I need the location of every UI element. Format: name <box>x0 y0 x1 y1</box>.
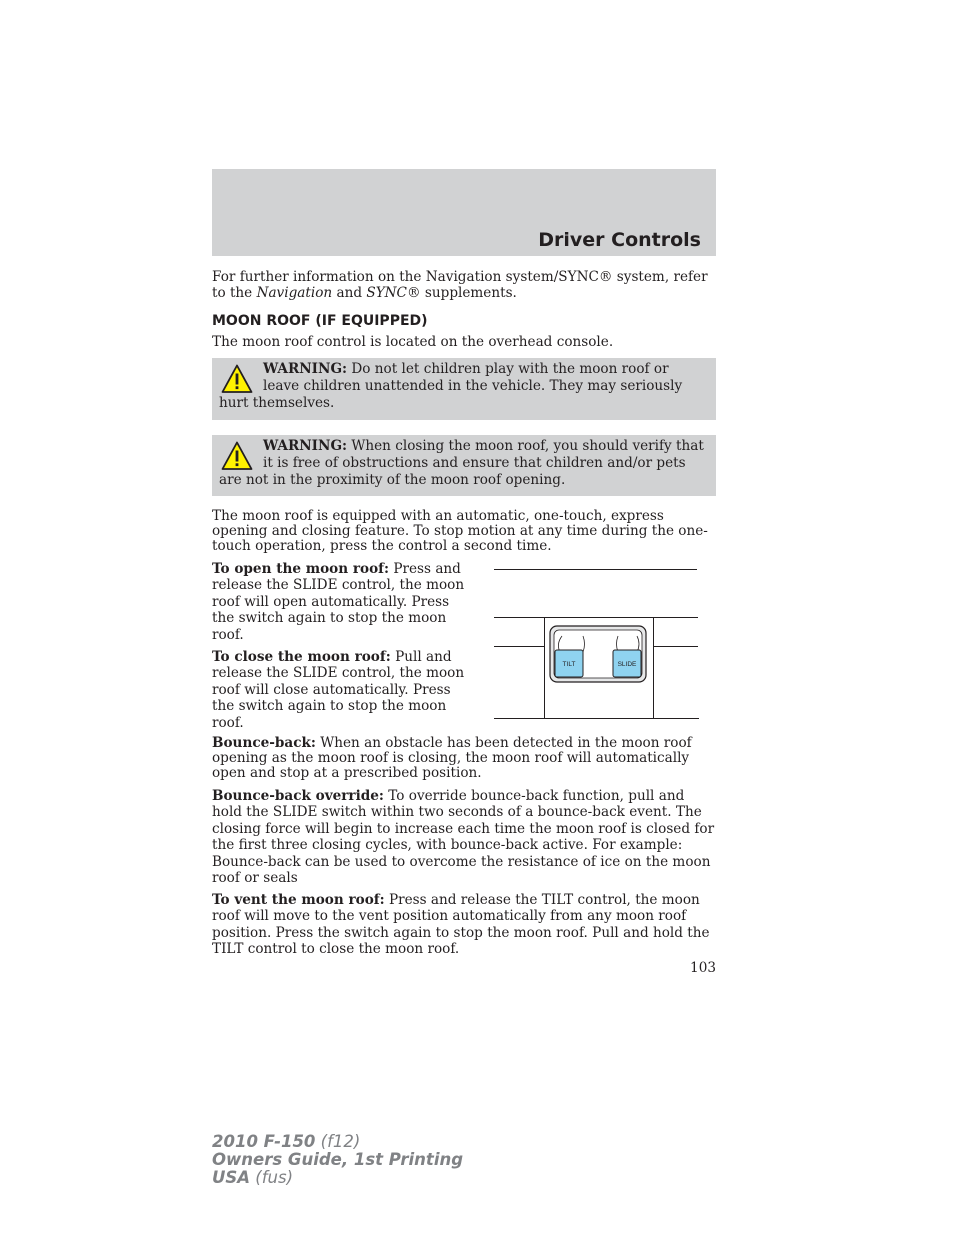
navigation-ref: Navigation <box>256 285 333 302</box>
location-paragraph: The moon roof control is located on the overhead console. <box>212 334 614 350</box>
section-header-band <box>212 169 716 256</box>
close-paragraph: To close the moon roof: Pull and release the SLIDE control, the moon roof will close automatically. Press the switch again to stop the moon roof. <box>212 649 465 731</box>
intro-paragraph: For further information on the Navigation system/SYNC® system, refer to the Navigation and SYNC® supplements. <box>212 269 708 302</box>
warning-label: WARNING: <box>263 438 348 454</box>
tilt-label: TILT <box>562 661 576 668</box>
section-title: Driver Controls <box>538 229 701 251</box>
moon-roof-switch <box>550 626 646 682</box>
bounce-back-override-paragraph: Bounce-back override: To override bounce-back function, pull and hold the SLIDE switch within two seconds of a bounce-back event. The closing force will begin to increase each time the moon roof is closed for the first three closing cycles, with bounce-back active. For example: Bounce-back can be used to overcome the resistance of ice on the moon roof or seals <box>212 788 715 887</box>
sync-ref: SYNC® <box>366 285 421 302</box>
warning-label: WARNING: <box>263 361 348 377</box>
open-paragraph: To open the moon roof: Press and release the SLIDE control, the moon roof will open automatically. Press the switch again to stop the moon roof. <box>212 561 465 643</box>
warning-triangle-icon <box>221 441 253 471</box>
overhead-console-diagram <box>494 566 700 720</box>
footer-line-3: USA (fus) <box>212 1168 294 1187</box>
warning-box-1: WARNING: Do not let children play with the moon roof or leave children unattended in the vehicle. They may seriously hurt themselves. <box>212 358 716 420</box>
warning-triangle-icon <box>221 364 253 394</box>
page-number: 103 <box>690 960 716 976</box>
footer-imprint <box>212 1133 463 1187</box>
moon-roof-heading: MOON ROOF (IF EQUIPPED) <box>212 313 428 329</box>
slide-label: SLIDE <box>617 661 637 668</box>
footer-line-2: Owners Guide, 1st Printing <box>212 1150 464 1169</box>
bounce-back-paragraph: Bounce-back: When an obstacle has been detected in the moon roof opening as the moon roof is closing, the moon roof will automatically open and stop at a prescribed position. <box>212 735 692 782</box>
feature-paragraph: The moon roof is equipped with an automatic, one-touch, express opening and closing feature. To stop motion at any time during the one-touch operation, press the control a second time. <box>212 508 708 555</box>
footer-line-1: 2010 F-150 (f12) <box>212 1132 361 1151</box>
warning-box-2: WARNING: When closing the moon roof, you should verify that it is free of obstructions and ensure that children and/or pets are not in the proximity of the moon roof opening. <box>212 435 716 496</box>
vent-paragraph: To vent the moon roof: Press and release the TILT control, the moon roof will move to the vent position automatically from any moon roof position. Press the switch again to stop the moon roof. Pull and hold the TILT control to close the moon roof. <box>212 892 710 958</box>
